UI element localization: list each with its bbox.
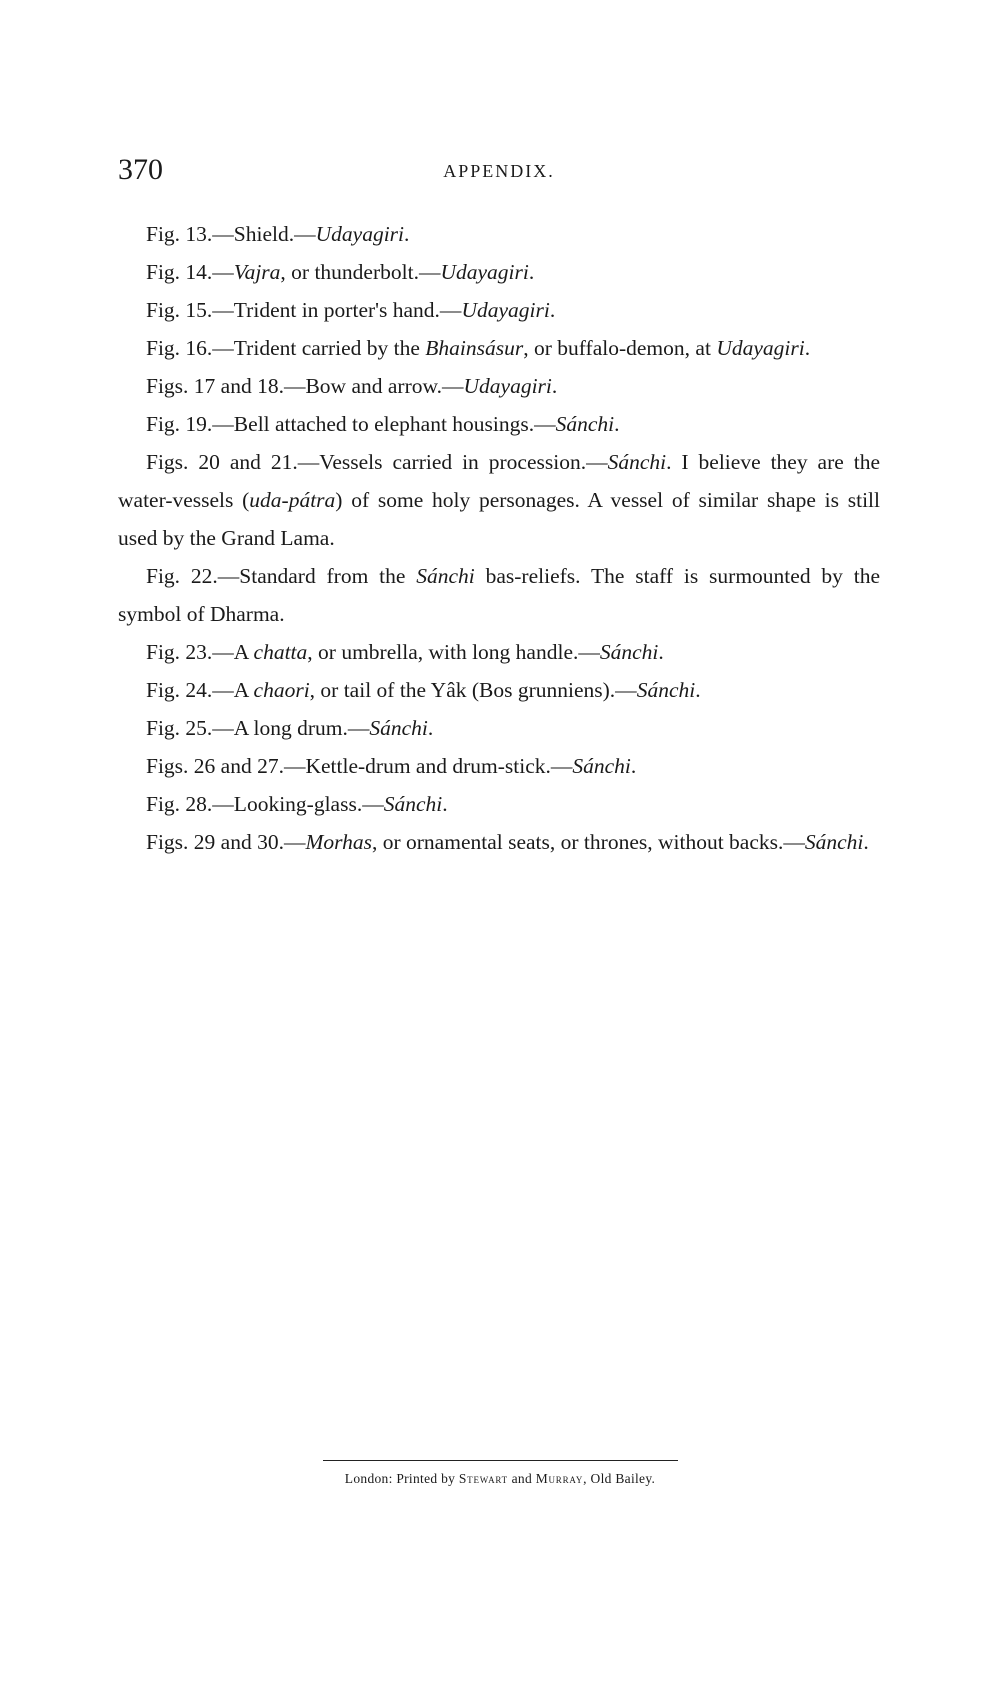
- figure-entry: Fig. 24.—A chaori, or tail of the Yâk (Bos grunniens).—Sánchi.: [146, 678, 701, 702]
- figure-entry: Fig. 15.—Trident in porter's hand.—Udayagiri.: [146, 298, 556, 322]
- figure-entry: Figs. 20 and 21.—Vessels carried in procession.—Sánchi. I believe they are the water-vessels (uda-pátra) of some holy personages. A vessel of similar shape is still used by the Grand Lama.: [118, 450, 880, 550]
- figure-entry: Figs. 29 and 30.—Morhas, or ornamental seats, or thrones, without backs.—Sánchi.: [146, 830, 869, 854]
- figure-entry: Fig. 25.—A long drum.—Sánchi.: [146, 716, 434, 740]
- figure-entry: Fig. 19.—Bell attached to elephant housings.—Sánchi.: [146, 412, 620, 436]
- imprint-rule: [323, 1460, 678, 1461]
- page-header: [118, 150, 880, 190]
- figure-entry: Figs. 26 and 27.—Kettle-drum and drum-stick.—Sánchi.: [146, 754, 637, 778]
- figure-entry: Fig. 22.—Standard from the Sánchi bas-reliefs. The staff is surmounted by the symbol of Dharma.: [118, 564, 880, 626]
- imprint-text: London: Printed by Stewart and Murray, Old Bailey.: [344, 1471, 656, 1486]
- printer-imprint: [0, 1460, 1000, 1487]
- figure-entry: Fig. 13.—Shield.—Udayagiri.: [146, 222, 410, 246]
- figure-entry: Fig. 16.—Trident carried by the Bhainsásur, or buffalo-demon, at Udayagiri.: [146, 336, 811, 360]
- body-text: [118, 215, 880, 861]
- figure-entry: Fig. 23.—A chatta, or umbrella, with long handle.—Sánchi.: [146, 640, 664, 664]
- figure-entry: Figs. 17 and 18.—Bow and arrow.—Udayagiri.: [146, 374, 558, 398]
- running-head: APPENDIX.: [443, 161, 555, 181]
- figure-entry: Fig. 28.—Looking-glass.—Sánchi.: [146, 792, 448, 816]
- figure-entry: Fig. 14.—Vajra, or thunderbolt.—Udayagiri.: [146, 260, 535, 284]
- page-number: 370: [118, 153, 163, 186]
